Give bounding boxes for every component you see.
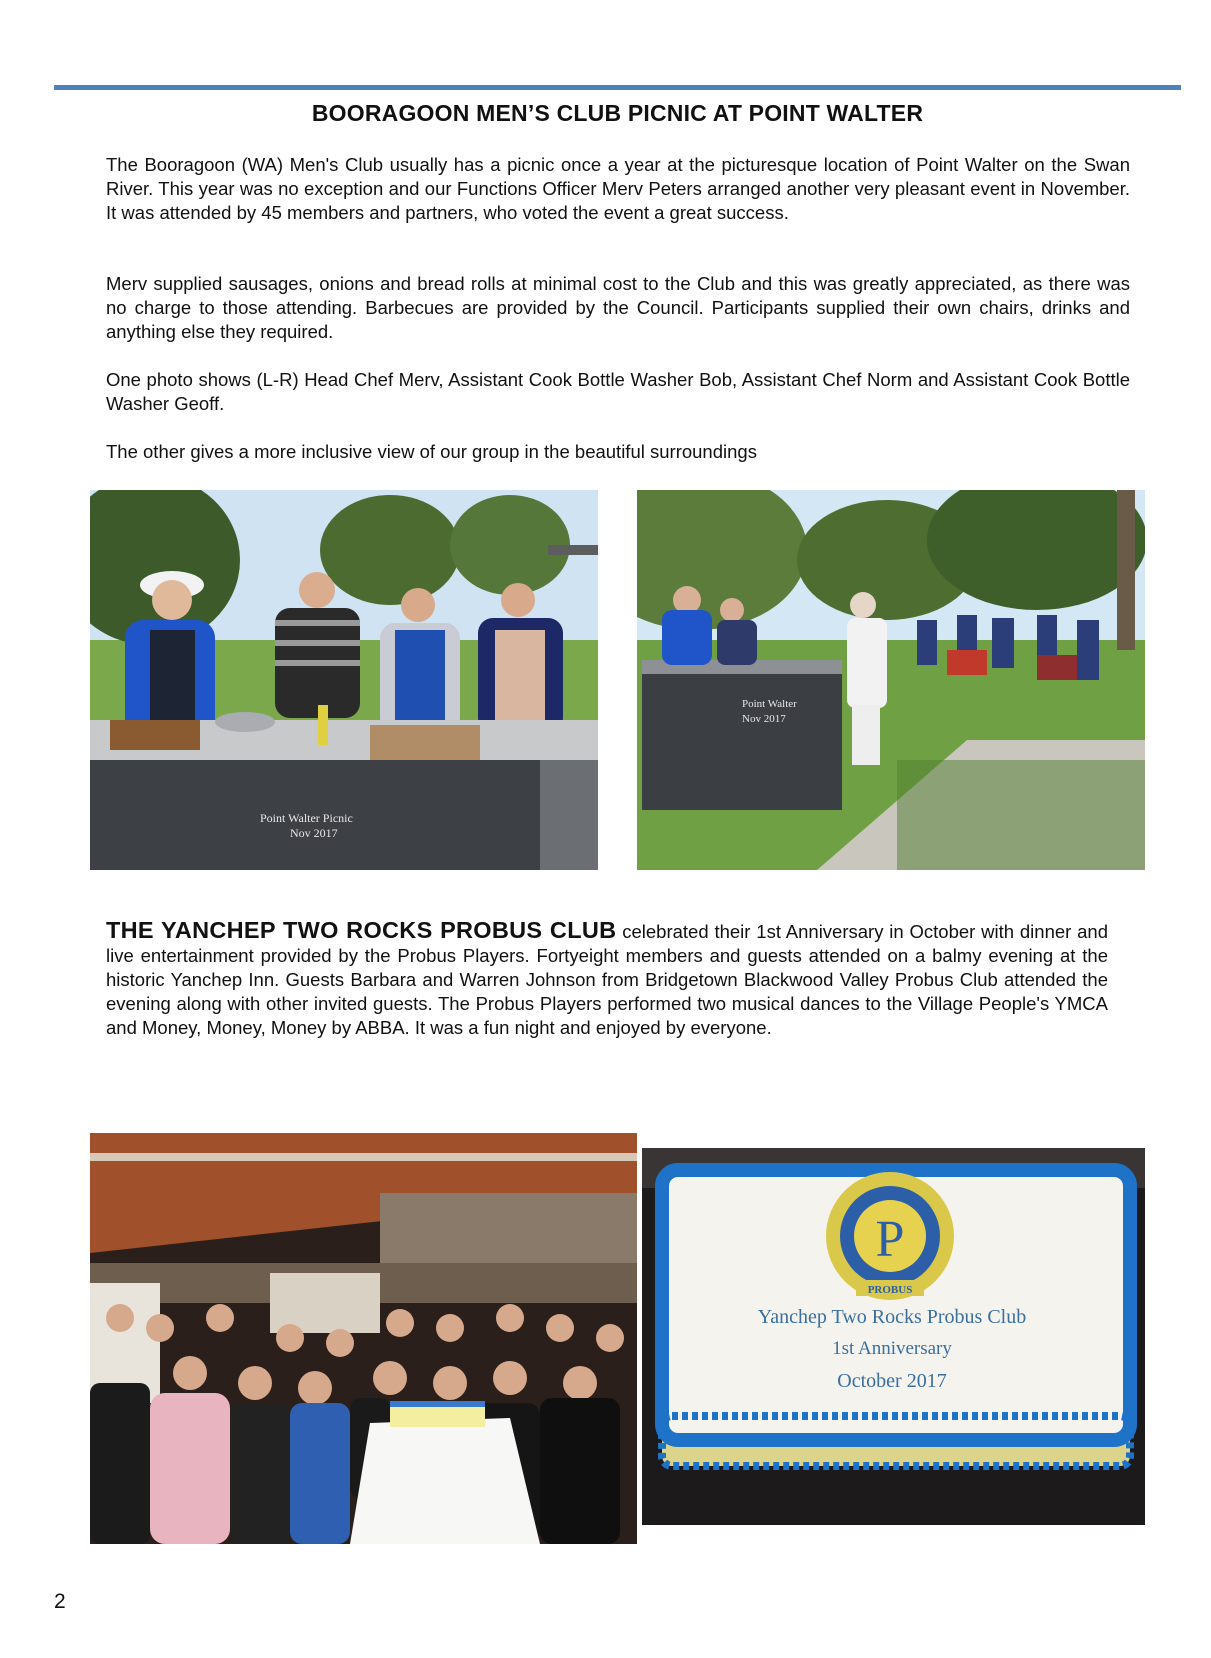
probus-logo-banner: PROBUS — [867, 1284, 913, 1296]
cake-inscription-line1: Yanchep Two Rocks Probus Club — [757, 1306, 1027, 1328]
group-photo-caption-line1: Point Walter — [742, 698, 797, 710]
probus-logo-letter: P — [875, 1211, 905, 1268]
group-photo-caption-line2: Nov 2017 — [742, 713, 786, 725]
article2-paragraph — [106, 918, 1108, 1040]
picnic-group-photo — [637, 490, 1145, 870]
cake-inscription-line2: 1st Anniversary — [832, 1338, 952, 1359]
article1-paragraph-2: Merv supplied sausages, onions and bread rolls at minimal cost to the Club and this was greatly appreciated, as there was no charge to those attending. Barbecues are provided by the Council. Participants supplied their own chairs, drinks and anything else they required. — [106, 273, 1130, 342]
cake-inscription-line3: October 2017 — [837, 1370, 947, 1392]
anniversary-cake-photo — [642, 1148, 1145, 1525]
article1-paragraph-1: The Booragoon (WA) Men's Club usually has a picnic once a year at the picturesque location of Point Walter on the Swan River. This year was no exception and our Functions Officer Merv Peters arranged another very pleasant event in November. It was attended by 45 members and partners, who voted the event a great success. — [106, 154, 1130, 223]
bbq-chefs-photo — [90, 490, 598, 870]
anniversary-dinner-photo — [90, 1133, 637, 1544]
article1-paragraph-4: The other gives a more inclusive view of our group in the beautiful surroundings — [106, 441, 757, 462]
header-rule — [54, 85, 1181, 90]
page-title: BOORAGOON MEN’S CLUB PICNIC AT POINT WALTER — [311, 100, 924, 126]
article2-lead: THE YANCHEP TWO ROCKS PROBUS CLUB — [106, 917, 617, 943]
article2-body: celebrated their 1st Anniversary in October with dinner and live entertainment provided by the Probus Players. Fortyeight members and guests attended on a balmy evening at the historic Yanchep Inn. Guests Barbara and Warren Johnson from Bridgetown Blackwood Valley Probus Club attended the evening along with other invited guests. The Probus Players performed two musical dances to the Village People's YMCA and Money, Money, Money by ABBA. It was a fun night and enjoyed by everyone. — [106, 921, 1109, 1038]
bbq-photo-caption-line2: Nov 2017 — [290, 826, 338, 840]
article1-paragraph-3: One photo shows (L-R) Head Chef Merv, Assistant Cook Bottle Washer Bob, Assistant Chef Norm and Assistant Cook Bottle Washer Geoff. — [106, 369, 1130, 414]
page-number: 2 — [54, 1590, 66, 1613]
bbq-photo-caption-line1: Point Walter Picnic — [260, 811, 353, 825]
